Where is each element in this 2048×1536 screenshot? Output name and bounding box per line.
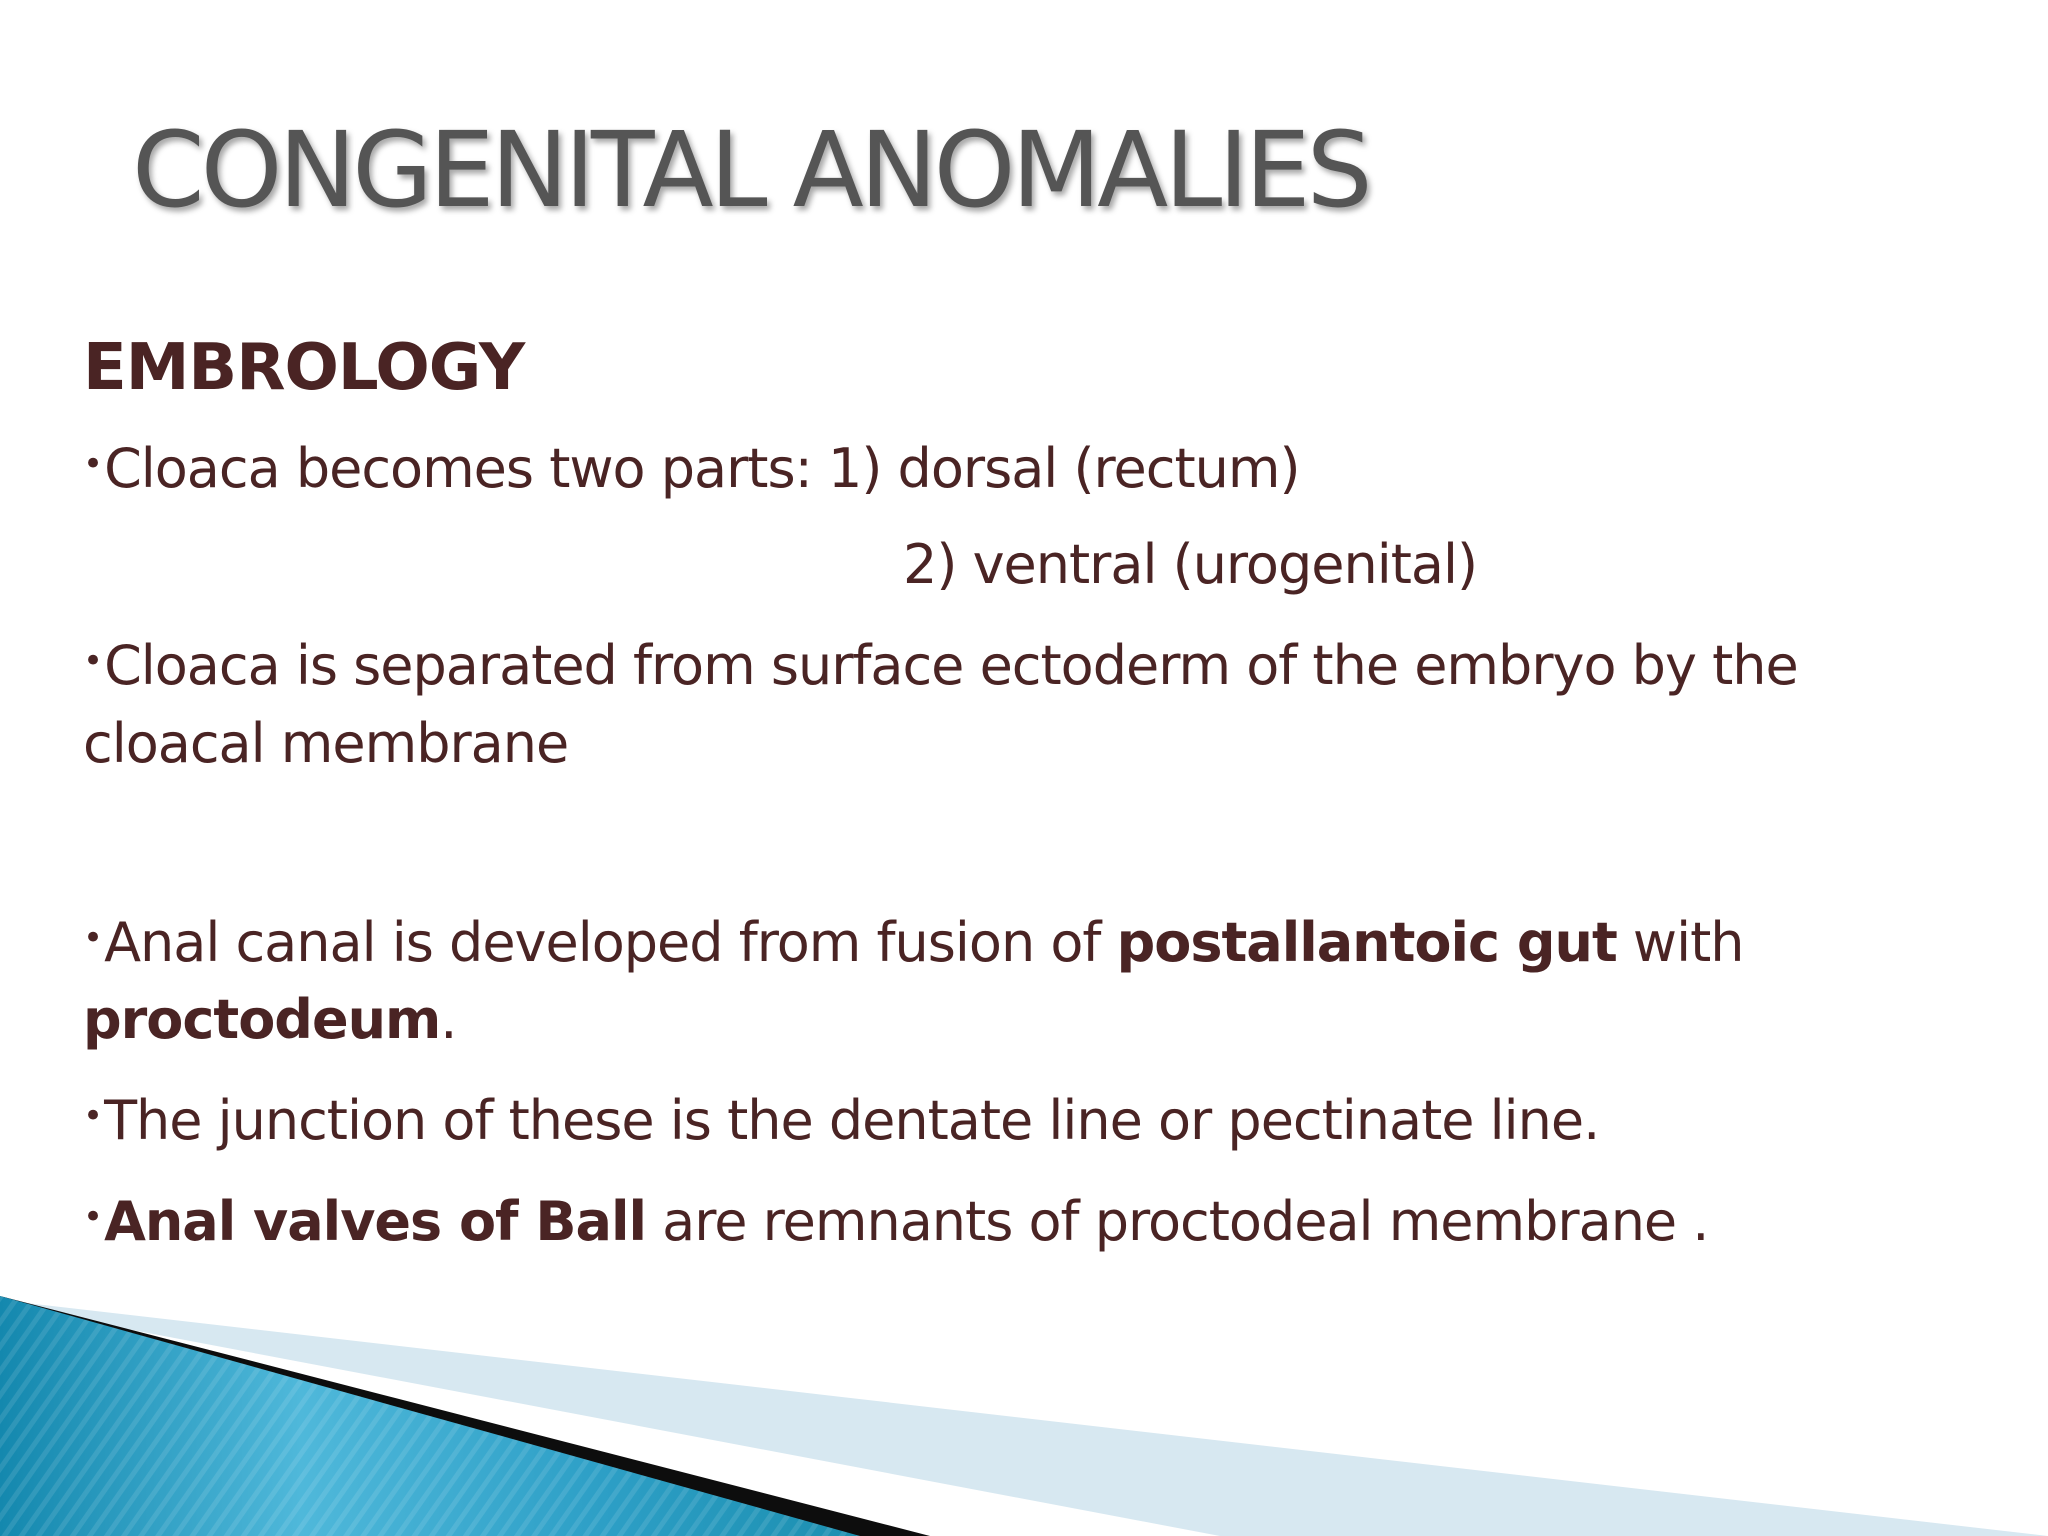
term-proctodeum: proctodeum — [83, 988, 441, 1052]
bullet-cloaca-separated-cont: cloacal membrane — [83, 711, 569, 775]
bullet-anal-canal-cont: proctodeum. — [83, 988, 457, 1052]
bullet-anal-canal: •Anal canal is developed from fusion of postallantoic gut with — [83, 910, 1744, 974]
bullet-dentate-line: •The junction of these is the dentate line or pectinate line. — [83, 1089, 1600, 1153]
bullet-anal-valves: •Anal valves of Ball are remnants of proctodeal membrane . — [83, 1190, 1709, 1254]
bullet-icon: • — [83, 1197, 103, 1238]
bullet-cloaca-separated: •Cloaca is separated from surface ectoderm of the embryo by the — [83, 633, 1798, 697]
section-heading: EMBROLOGY — [83, 331, 525, 405]
term-postallantoic-gut: postallantoic gut — [1116, 910, 1617, 974]
bullet-cloaca-parts: •Cloaca becomes two parts: 1) dorsal (rectum) — [83, 436, 1300, 500]
term-anal-valves-of-ball: Anal valves of Ball — [104, 1190, 646, 1254]
bullet-icon: • — [83, 917, 103, 958]
bullet-icon: • — [83, 1096, 103, 1137]
cloaca-part-two: 2) ventral (urogenital) — [903, 532, 1478, 596]
bullet-icon: • — [83, 640, 103, 681]
slide-body — [83, 330, 1983, 1261]
slide-title: CONGENITAL ANOMALIES — [132, 109, 1369, 231]
bullet-icon: • — [83, 443, 103, 484]
